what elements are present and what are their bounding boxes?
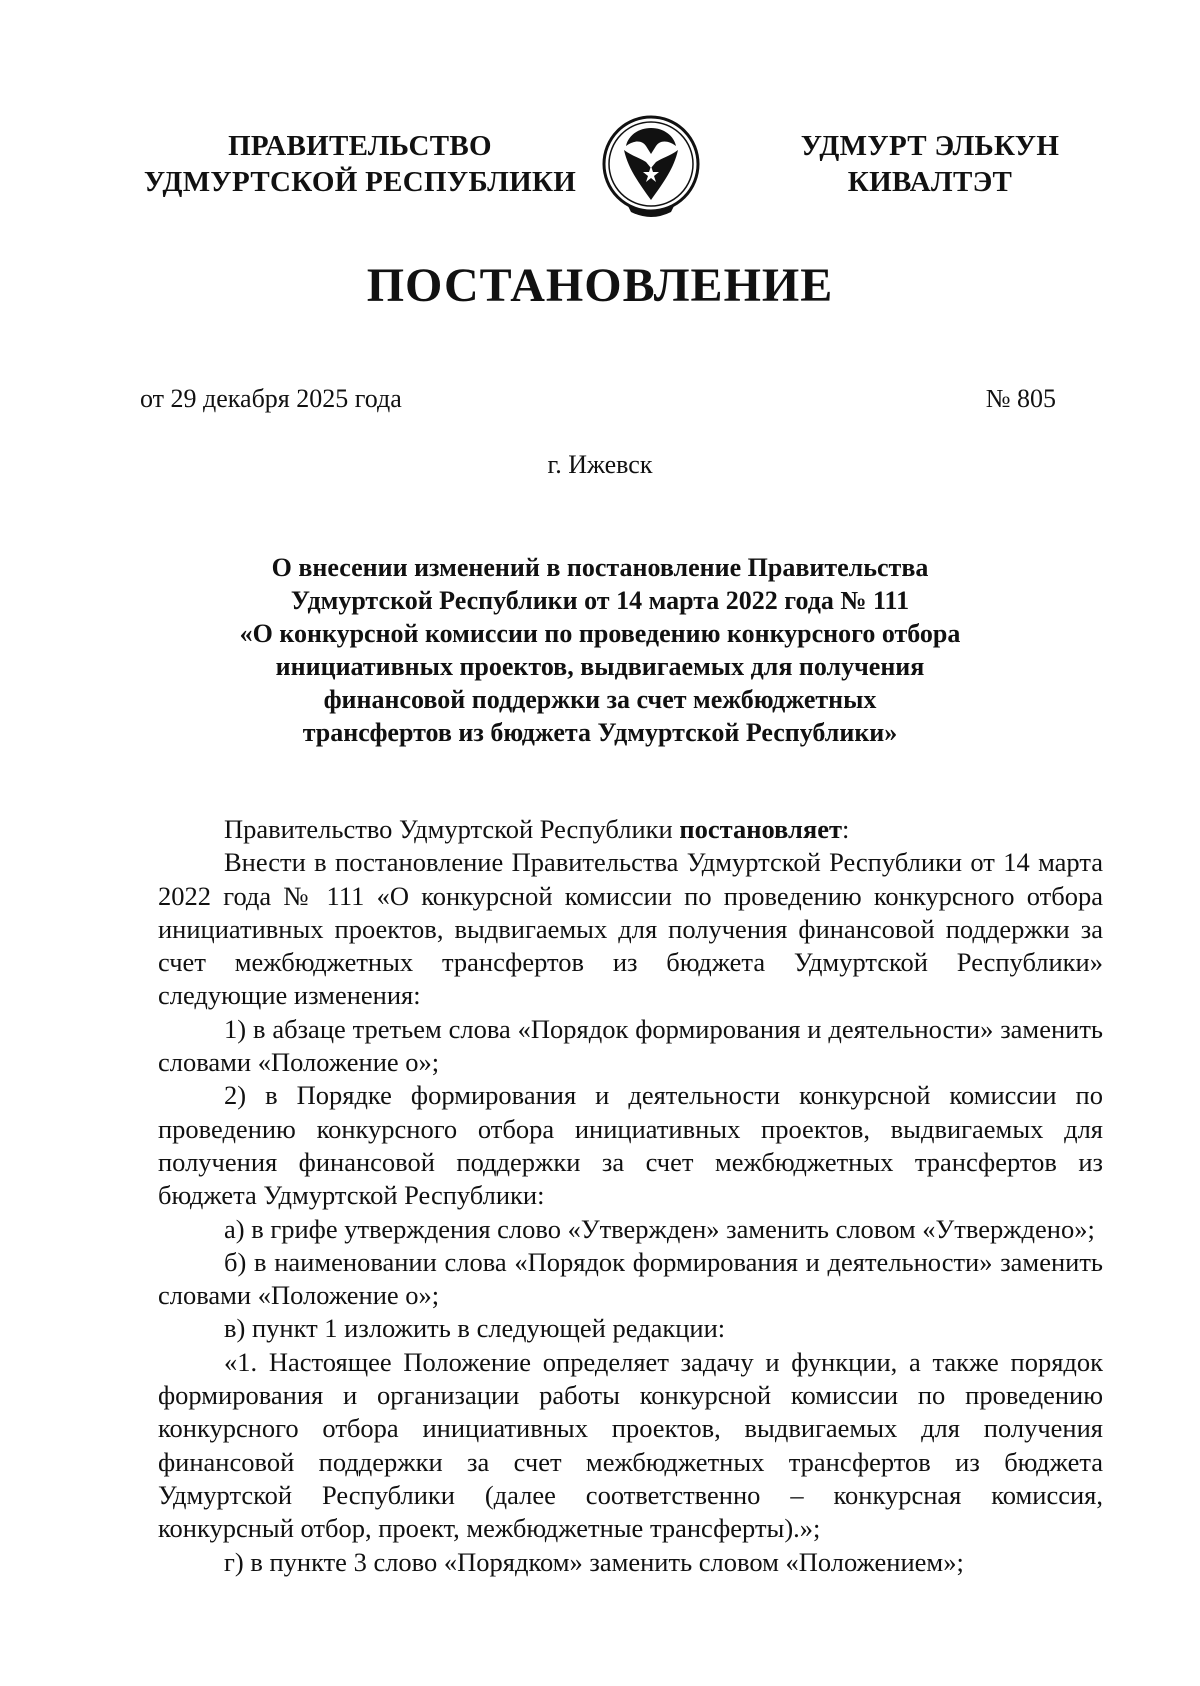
document-subject xyxy=(200,551,1000,749)
intro-text: Правительство Удмуртской Республики xyxy=(224,814,680,844)
header-right-line-1: УДМУРТ ЭЛЬКУН xyxy=(800,130,1060,162)
document-title: ПОСТАНОВЛЕНИЕ xyxy=(366,259,834,312)
header-left-line-2: УДМУРТСКОЙ РЕСПУБЛИКИ xyxy=(143,166,577,198)
body-paragraph: 1) в абзаце третьем слова «Порядок формирования и деятельности» заменить словами «Положение о»; xyxy=(158,1013,1103,1078)
subject-line: Удмуртской Республики от 14 марта 2022 года № 111 xyxy=(290,586,910,615)
header-right-udmurt xyxy=(770,128,1090,200)
document-date: от 29 декабря 2025 года xyxy=(140,384,402,413)
body-intro xyxy=(158,813,1103,846)
body-paragraph: «1. Настоящее Положение определяет задачу и функции, а также порядок формирования и организации работы конкурсной комиссии по проведению конкурсного отбора инициативных проектов, выдвигаемых для получения финансовой поддержки за счет межбюджетных трансфертов из бюджета Удмуртской Республики (далее соответственно – конкурсная комиссия, конкурсный отбор, проект, межбюджетные трансферты).»; xyxy=(158,1346,1103,1544)
subject-line: трансфертов из бюджета Удмуртской Республики» xyxy=(302,718,898,747)
body-paragraph: б) в наименовании слова «Порядок формирования и деятельности» заменить словами «Положение о»; xyxy=(158,1246,1103,1311)
body-paragraph: г) в пункте 3 слово «Порядком» заменить словом «Положением»; xyxy=(224,1546,964,1577)
body-paragraph: в) пункт 1 изложить в следующей редакции: xyxy=(224,1313,726,1344)
subject-line: «О конкурсной комиссии по проведению конкурсного отбора xyxy=(239,619,961,648)
intro-colon: : xyxy=(842,814,850,844)
intro-decree-word: постановляет xyxy=(679,814,843,844)
body-paragraph: Внести в постановление Правительства Удмуртской Республики от 14 марта 2022 года № 111 «О конкурсной комиссии по проведению конкурсного отбора инициативных проектов, выдвигаемых для получения финансовой поддержки за счет межбюджетных трансфертов из бюджета Удмуртской Республики» следующие изменения: xyxy=(158,847,1103,1011)
document-number: № 805 xyxy=(985,384,1056,413)
document-body xyxy=(158,813,1103,1579)
body-paragraph: а) в грифе утверждения слово «Утвержден» заменить словом «Утверждено»; xyxy=(224,1213,1095,1244)
header-left-russian xyxy=(140,128,580,200)
header-left-line-1: ПРАВИТЕЛЬСТВО xyxy=(228,130,492,162)
body-paragraph: 2) в Порядке формирования и деятельности конкурсной комиссии по проведению конкурсного отбора инициативных проектов, выдвигаемых для получения финансовой поддержки за счет межбюджетных трансфертов из бюджета Удмуртской Республики: xyxy=(158,1080,1103,1211)
subject-line: инициативных проектов, выдвигаемых для получения xyxy=(275,652,925,681)
document-city: г. Ижевск xyxy=(547,450,653,479)
subject-line: финансовой поддержки за счет межбюджетных xyxy=(323,685,877,714)
subject-line: О внесении изменений в постановление Правительства xyxy=(271,553,929,582)
udmurtia-coat-of-arms-icon xyxy=(598,106,704,226)
header-right-line-2: КИВАЛТЭТ xyxy=(847,166,1013,198)
